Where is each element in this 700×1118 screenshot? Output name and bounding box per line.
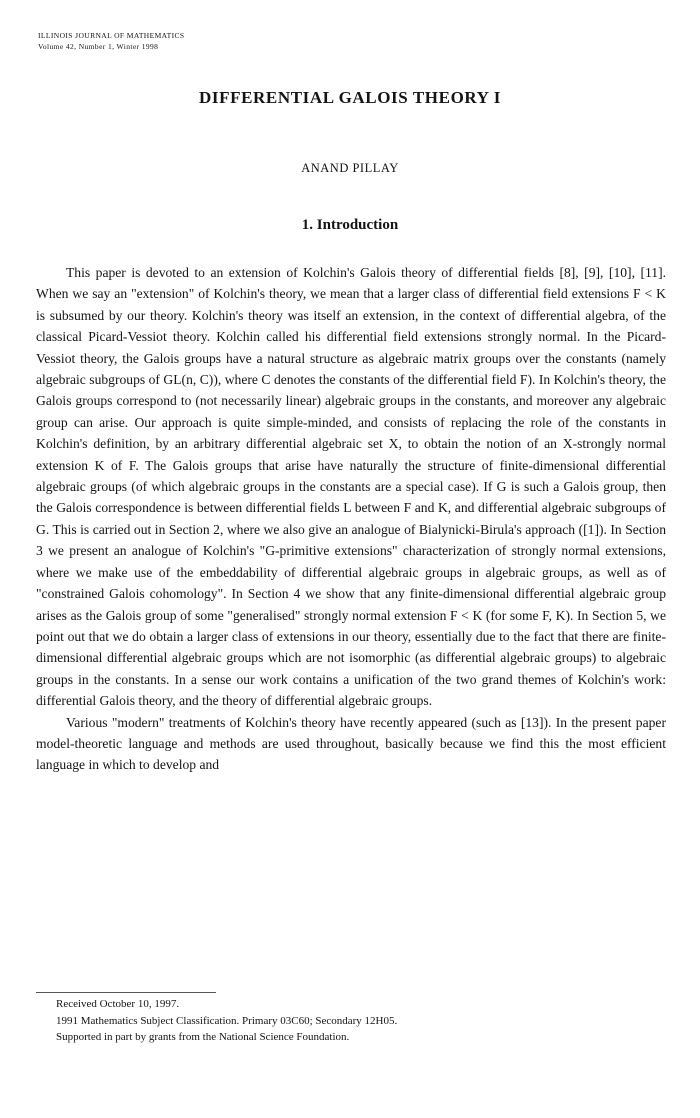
journal-volume: Volume 42, Number 1, Winter 1998: [38, 42, 159, 51]
journal-name: ILLINOIS JOURNAL OF MATHEMATICS: [38, 31, 185, 40]
footnote-received: Received October 10, 1997.: [56, 998, 180, 1010]
paragraph-intro: This paper is devoted to an extension of Kolchin's Galois theory of differential fields [8], [9], [10], [11]. When we say an "extension" of Kolchin's theory, we mean that a larger class of differential field extensions F < K is subsumed by our theory. Kolchin's theory was itself an extension, in the context of differential algebra, of the classical Picard-Vessiot theory. Kolchin called his differential field extensions strongly normal. In the Picard-Vessiot theory, the Galois groups have a natural structure as algebraic matrix groups over the constants (namely algebraic subgroups of GL(n, C)), where C denotes the constants of the differential field F). In Kolchin's theory, the Galois groups correspond to (not necessarily linear) algebraic groups in the constants, and moreover any algebraic group can arise. Our approach is quite simple-minded, and consists of replacing the role of the constants in Kolchin's definition, by an arbitrary differential algebraic set X, to obtain the notion of an X-strongly normal extension K of F. The Galois groups that arise have naturally the structure of finite-dimensional differential algebraic groups (of which algebraic groups in the constants are a special case). If G is such a Galois group, then the Galois correspondence is between differential fields L between F and K, and differential algebraic subgroups of G. This is carried out in Section 2, where we also give an analogue of Bialynicki-Birula's approach ([1]). In Section 3 we present an analogue of Kolchin's "G-primitive extensions" characterization of strongly normal extensions, where we make use of the embeddability of differential algebraic groups in algebraic groups, as well as of "constrained Galois cohomology". In Section 4 we show that any finite-dimensional differential algebraic group arises as the Galois group of some "generalised" strongly normal extension F < K (for some F, K). In Section 5, we point out that we do obtain a larger class of extensions in our theory, essentially due to the fact that there are finite-dimensional differential algebraic groups which are not isomorphic (as differential algebraic groups) to algebraic groups in the constants. In a sense our work contains a unification of the two grand themes of Kolchin's work: differential Galois theory, and the theory of differential algebraic groups.: [36, 265, 666, 709]
running-header: [38, 30, 185, 52]
section-heading: 1. Introduction: [301, 217, 399, 233]
footnote-classification: 1991 Mathematics Subject Classification. Primary 03C60; Secondary 12H05.: [56, 1014, 398, 1027]
footnotes: [56, 996, 656, 1046]
footnote-divider: [36, 992, 216, 993]
paragraph-modern-treatments: Various "modern" treatments of Kolchin's theory have recently appeared (such as [13]). In the present paper model-theoretic language and methods are used throughout, basically because we find this the most efficient language in which to develop and: [36, 714, 666, 773]
paper-title: DIFFERENTIAL GALOIS THEORY I: [199, 88, 501, 107]
footnote-support: Supported in part by grants from the National Science Foundation.: [56, 1031, 350, 1043]
body-text: [36, 262, 666, 776]
author-name: ANAND PILLAY: [301, 161, 399, 175]
